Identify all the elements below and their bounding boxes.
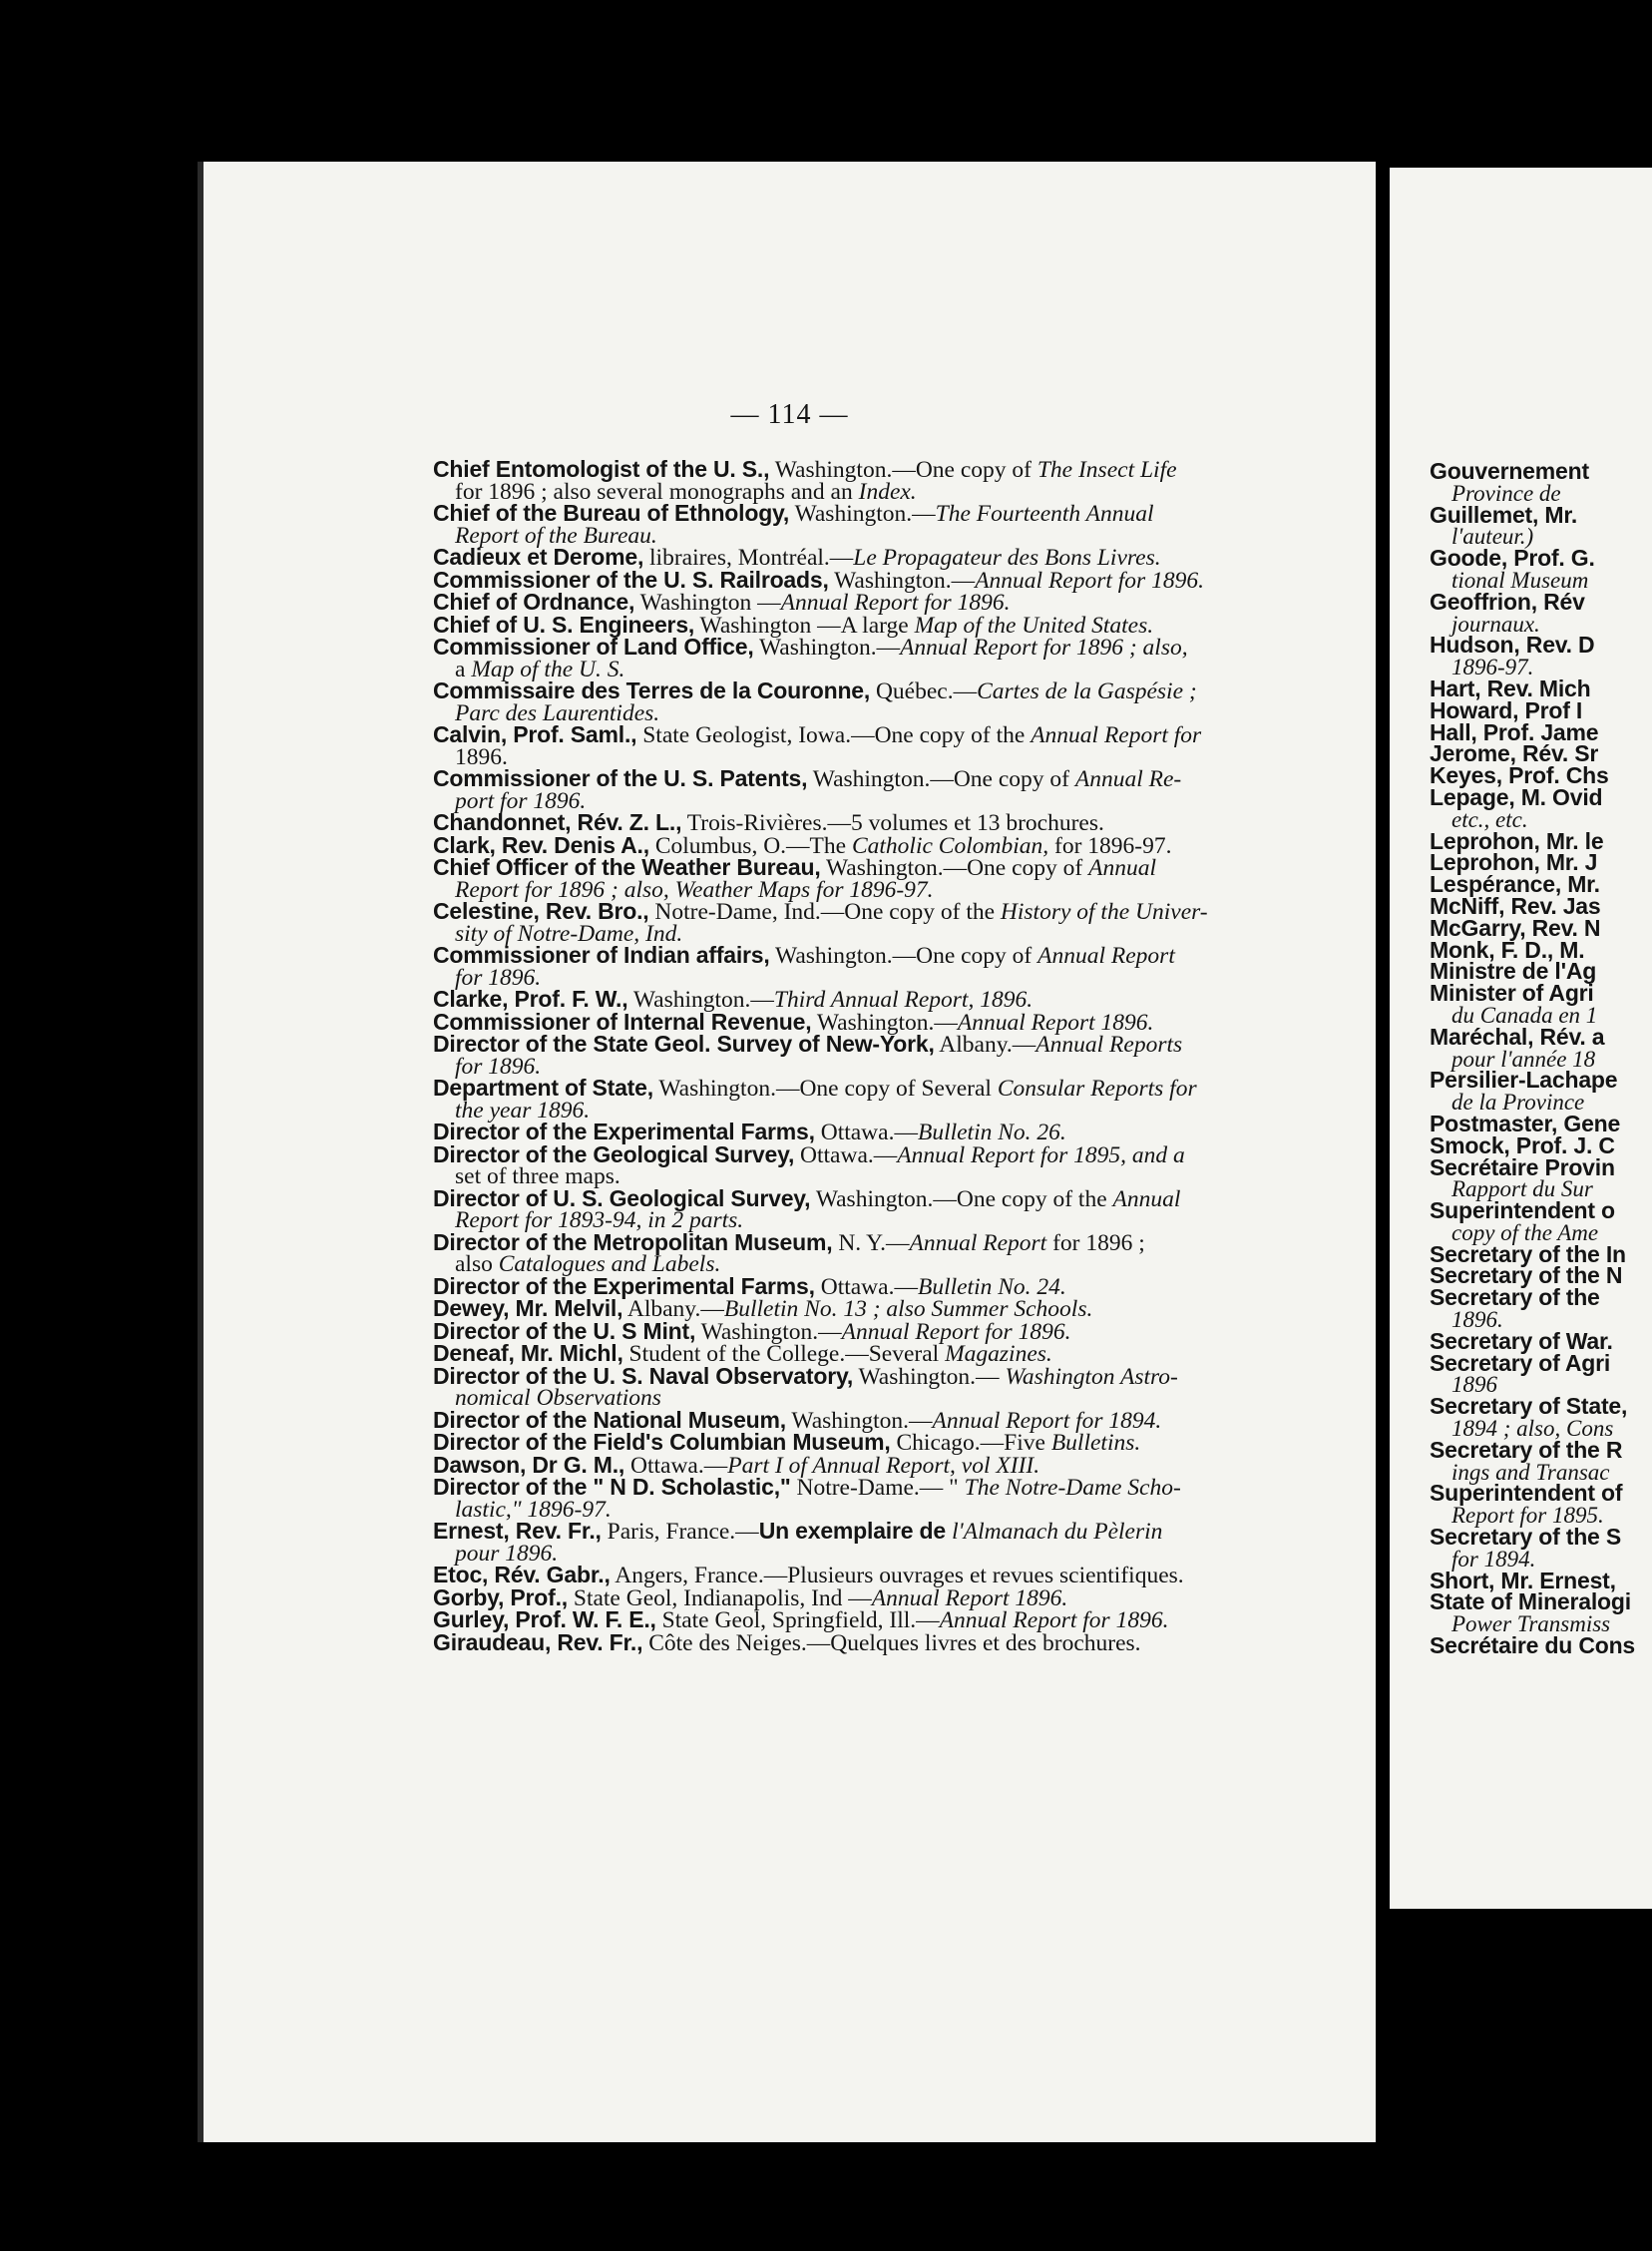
entry-title: Annual — [1112, 1185, 1181, 1212]
entry-text: Ottawa.— — [624, 1452, 728, 1479]
entry-text: Washington.— — [789, 501, 936, 527]
entry-name: Short, Mr. Ernest, — [1430, 1567, 1616, 1593]
entry-name: Ministre de l'Ag — [1430, 958, 1597, 985]
entry-name: McGarry, Rev. N — [1430, 914, 1601, 941]
entry-name: Secretary of the — [1430, 1284, 1600, 1311]
entry-name: Goode, Prof. G. — [1430, 545, 1595, 572]
entry-text: Washington.—One copy of — [769, 457, 1037, 483]
entry-name: Director of the Metropolitan Museum, — [433, 1228, 833, 1255]
entry-name: Clark, Rev. Denis A., — [433, 831, 649, 858]
list-item — [1430, 458, 1652, 506]
list-item — [433, 1562, 1522, 1588]
entry-continuation: Report for 1895. — [1451, 1503, 1604, 1529]
entry-title: Annual Report 1896. — [871, 1584, 1068, 1611]
list-item — [433, 942, 1522, 991]
entry-text: Côte des Neiges.—Quelques livres et des brochures. — [642, 1629, 1141, 1656]
page-number: — 114 — — [730, 399, 849, 430]
entry-text: State Geol, Springfield, Ill.— — [655, 1607, 940, 1633]
entry-text: Washington —A large — [694, 612, 915, 639]
entry-name: Secretary of the R — [1430, 1436, 1623, 1463]
list-item — [433, 1474, 1522, 1523]
entry-name: Commissaire des Terres de la Couronne, — [433, 677, 871, 703]
entry-title: Annual Report for — [1031, 722, 1202, 748]
entry-continuation: 1894 ; also, Cons — [1451, 1416, 1614, 1442]
entry-name: Guillemet, Mr. — [1430, 501, 1578, 528]
entry-name: Secretary of State, — [1430, 1393, 1628, 1420]
entry-continuation: Rapport du Sur — [1451, 1176, 1593, 1202]
list-item — [433, 456, 1522, 505]
entry-name: Keyes, Prof. Chs — [1430, 762, 1609, 789]
entry-name: McNiff, Rev. Jas — [1430, 892, 1601, 919]
entry-text: Washington.— — [828, 567, 976, 594]
list-item — [1430, 1349, 1652, 1398]
entry-title: Consular Reports for — [997, 1076, 1197, 1102]
entry-text: Notre-Dame, Ind.—One copy of the — [648, 899, 1001, 925]
entry-title: The Fourteenth Annual — [935, 501, 1154, 527]
entry-title: Bulletin No. 24. — [917, 1273, 1066, 1300]
entry-title: Annual Report for 1896. — [841, 1318, 1071, 1345]
entry-text: Washington.—One copy of Several — [652, 1076, 998, 1102]
entry-name: Chief of the Bureau of Ethnology, — [433, 500, 790, 526]
entry-name: Superintendent o — [1430, 1197, 1615, 1224]
entry-text: Washington.— — [785, 1407, 933, 1434]
entry-text: Albany.— — [934, 1032, 1036, 1058]
entry-name: Hart, Rev. Mich — [1430, 675, 1591, 701]
entry-text: Washington.— — [853, 1363, 1006, 1390]
entry-title: Le Propagateur des Bons Livres. — [853, 545, 1161, 571]
entry-name: Leprohon, Mr. le — [1430, 827, 1604, 854]
list-item — [1430, 1632, 1652, 1659]
list-item — [1430, 1067, 1652, 1116]
list-item — [1430, 501, 1652, 550]
entry-title: Annual Report for 1896 ; also, — [900, 635, 1188, 661]
list-item — [1430, 1284, 1652, 1333]
entry-text: Washington.— — [695, 1318, 842, 1345]
entry-name: Leprohon, Mr. J — [1430, 849, 1598, 876]
entry-continuation: Power Transmiss — [1451, 1611, 1611, 1637]
list-item — [1430, 632, 1652, 680]
list-item — [433, 765, 1522, 814]
entry-title: History of the Univer- — [1000, 899, 1208, 925]
entry-name: Dawson, Dr G. M., — [433, 1451, 625, 1478]
entry-bold-text: Un exemplaire de — [758, 1518, 953, 1544]
entry-title: Annual Report for 1896. — [939, 1607, 1169, 1633]
entry-name: Howard, Prof I — [1430, 696, 1583, 723]
entry-title: Map of the United States. — [914, 612, 1154, 639]
left-page — [198, 162, 1376, 2142]
entry-name: Commissioner of Land Office, — [433, 634, 754, 660]
list-item — [1430, 1197, 1652, 1245]
entry-text: Ottawa.— — [794, 1141, 898, 1168]
entry-title: Annual Report — [909, 1229, 1047, 1256]
list-item — [433, 1362, 1522, 1411]
entry-name: Chief of U. S. Engineers, — [433, 611, 695, 638]
entry-continuation-title: Catalogues and Labels. — [498, 1251, 721, 1277]
entry-text: N. Y.— — [832, 1229, 910, 1256]
entry-list — [433, 456, 1522, 1656]
entry-continuation-title: the year 1896. — [455, 1097, 591, 1124]
entry-continuation-title: Report for 1893-94, in 2 parts. — [455, 1207, 744, 1233]
entry-name: Director of the " N D. Scholastic," — [433, 1474, 791, 1500]
entry-text: Washington.—One copy of — [807, 766, 1075, 792]
entry-text: libraires, Montréal.— — [643, 545, 854, 571]
entry-title: Annual Report 1896. — [957, 1009, 1154, 1036]
entry-name: Hudson, Rev. D — [1430, 632, 1595, 659]
entry-continuation-text: also — [455, 1251, 499, 1277]
entry-continuation-title: port for 1896. — [455, 787, 587, 814]
entry-name: Persilier-Lachape — [1430, 1067, 1618, 1094]
entry-text: Chicago.—Five — [890, 1430, 1051, 1456]
list-item — [1430, 545, 1652, 593]
entry-name: Director of the Field's Columbian Museum, — [433, 1429, 891, 1455]
entry-name: Secretary of the N — [1430, 1262, 1623, 1289]
list-item — [1430, 1393, 1652, 1442]
entry-continuation: ings and Transac — [1451, 1459, 1610, 1485]
entry-text: Student of the College.—Several — [622, 1341, 946, 1367]
entry-continuation: copy of the Ame — [1451, 1219, 1599, 1245]
list-item — [1430, 1153, 1652, 1202]
entry-continuation-text: set of three maps. — [455, 1163, 620, 1189]
entry-continuation-title: for 1896. — [455, 964, 542, 991]
entry-continuation: pour l'année 18 — [1451, 1046, 1596, 1072]
entry-text: Notre-Dame.— " — [790, 1475, 965, 1501]
entry-name: Secretary of the S — [1430, 1524, 1621, 1551]
entry-name: Lespérance, Mr. — [1430, 871, 1600, 898]
entry-continuation-title: lastic," 1896-97. — [455, 1496, 612, 1523]
entry-name: Etoc, Rév. Gabr., — [433, 1562, 611, 1587]
entry-name: Monk, F. D., M. — [1430, 936, 1585, 963]
entry-name: Secretary of the In — [1430, 1240, 1626, 1267]
list-item — [1430, 1588, 1652, 1637]
entry-name: Celestine, Rev. Bro., — [433, 898, 649, 924]
entry-title: Part I of Annual Report, vol XIII. — [727, 1452, 1040, 1479]
entry-title: The Notre-Dame Scho- — [964, 1475, 1181, 1501]
entry-name: Commissioner of Internal Revenue, — [433, 1008, 812, 1035]
entry-text-after: for 1896-97. — [1048, 832, 1172, 859]
entry-name: Jerome, Rév. Sr — [1430, 740, 1599, 767]
list-item — [433, 1031, 1522, 1080]
entry-text: Washington.—One copy of — [769, 943, 1038, 969]
entry-name: Commissioner of the U. S. Patents, — [433, 765, 808, 791]
entry-title: Cartes de la Gaspésie ; — [977, 678, 1197, 704]
list-item — [433, 1140, 1522, 1189]
entry-name: Director of the National Museum, — [433, 1406, 786, 1433]
entry-name: Calvin, Prof. Saml., — [433, 721, 637, 747]
entry-name: Ernest, Rev. Fr., — [433, 1518, 602, 1544]
entry-text: Washington.— — [753, 635, 901, 661]
entry-continuation-title: Report of the Bureau. — [455, 522, 657, 549]
entry-continuation: du Canada en 1 — [1451, 1002, 1598, 1028]
entry-title: Annual Report for 1894. — [932, 1407, 1162, 1434]
entry-name: Director of U. S. Geological Survey, — [433, 1184, 811, 1211]
list-item — [433, 500, 1522, 549]
entry-name: Director of the Geological Survey, — [433, 1140, 795, 1167]
entry-title: Annual Report for 1896. — [975, 567, 1204, 594]
entry-name: Secretary of Agri — [1430, 1349, 1611, 1376]
entry-title: Bulletin No. 26. — [917, 1120, 1066, 1145]
right-entry-list — [1430, 458, 1652, 1659]
entry-name: State of Mineralogi — [1430, 1588, 1631, 1615]
entry-continuation-title: sity of Notre-Dame, Ind. — [455, 920, 683, 947]
entry-text: Washington.— — [811, 1009, 958, 1036]
entry-name: Director of the Experimental Farms, — [433, 1119, 815, 1144]
entry-text: Ottawa.— — [814, 1120, 918, 1145]
list-item — [1430, 1524, 1652, 1572]
entry-continuation: Province de — [1451, 480, 1561, 506]
entry-text: State Geol, Indianapolis, Ind — — [568, 1584, 872, 1611]
entry-title: l'Almanach du Pèlerin — [952, 1519, 1163, 1545]
entry-title: Catholic Colombian, — [851, 832, 1049, 859]
list-item — [1430, 783, 1652, 832]
entry-continuation-title: for 1896. — [455, 1053, 542, 1080]
entry-text: Washington.— — [627, 987, 774, 1013]
entry-continuation: 1896 — [1451, 1372, 1497, 1398]
entry-title: Annual Re- — [1074, 766, 1182, 792]
entry-text: Trois-Rivières.—5 volumes et 13 brochures. — [681, 810, 1104, 836]
entry-text: Angers, France.—Plusieurs ouvrages et revues scientifiques. — [610, 1563, 1184, 1588]
entry-text: Ottawa.— — [814, 1273, 918, 1300]
entry-name: Geoffrion, Rév — [1430, 588, 1585, 615]
entry-name: Director of the U. S. Naval Observatory, — [433, 1362, 854, 1389]
entry-continuation-title: nomical Observations — [455, 1385, 661, 1411]
entry-text: Albany.— — [622, 1296, 724, 1322]
entry-name: Postmaster, Gene — [1430, 1110, 1621, 1136]
entry-continuation-title: Parc des Laurentides. — [455, 699, 660, 726]
entry-name: Director of the State Geol. Survey of New-York, — [433, 1031, 935, 1057]
entry-continuation: tional Museum — [1451, 567, 1589, 593]
entry-continuation-text: 1896. — [455, 743, 508, 770]
entry-text: Washington — — [634, 590, 781, 616]
entry-name: Superintendent of — [1430, 1480, 1623, 1507]
entry-name: Gorby, Prof., — [433, 1583, 568, 1610]
entry-name: Department of State, — [433, 1075, 653, 1101]
entry-text: Paris, France.— — [601, 1519, 759, 1545]
entry-name: Cadieux et Derome, — [433, 544, 644, 570]
entry-name: Director of the U. S Mint, — [433, 1317, 696, 1344]
entry-title: Annual Report — [1037, 943, 1175, 969]
entry-continuation: 1896. — [1451, 1307, 1503, 1333]
entry-title: Washington Astro- — [1005, 1363, 1178, 1390]
entry-name: Deneaf, Mr. Michl, — [433, 1340, 623, 1366]
entry-continuation-title: Report for 1896 ; also, Weather Maps for 1896-97. — [455, 876, 934, 903]
entry-text: Québec.— — [870, 678, 978, 704]
right-page — [1390, 168, 1652, 1909]
entry-text-after: for 1896 ; — [1046, 1229, 1145, 1256]
entry-name: Smock, Prof. J. C — [1430, 1131, 1615, 1158]
list-item — [433, 1228, 1522, 1277]
entry-name: Chandonnet, Rév. Z. L., — [433, 809, 682, 835]
entry-continuation-text: for 1896 ; also several monographs and an — [455, 478, 859, 505]
list-item — [433, 854, 1522, 903]
entry-title: Annual Report for 1895, and a — [897, 1141, 1185, 1168]
entry-name: Secrétaire du Cons — [1430, 1632, 1636, 1659]
entry-title: The Insect Life — [1036, 457, 1177, 483]
entry-title: Annual Report for 1896. — [780, 590, 1011, 616]
entry-title: Bulletin No. 13 ; also Summer Schools. — [723, 1296, 1093, 1322]
list-item — [433, 898, 1522, 947]
entry-text: State Geologist, Iowa.—One copy of the — [636, 722, 1032, 748]
entry-name: Chief of Ordnance, — [433, 589, 635, 615]
list-item — [1430, 1480, 1652, 1529]
entry-name: Chief Officer of the Weather Bureau, — [433, 854, 821, 880]
entry-title: Annual — [1088, 855, 1156, 881]
list-item — [433, 1628, 1522, 1656]
entry-name: Minister of Agri — [1430, 980, 1594, 1007]
list-item — [433, 721, 1522, 770]
entry-name: Hall, Prof. Jame — [1430, 718, 1599, 745]
entry-title: Third Annual Report, 1896. — [773, 987, 1033, 1013]
entry-continuation: journaux. — [1451, 611, 1540, 637]
list-item — [1430, 1436, 1652, 1485]
entry-name: Commissioner of the U. S. Railroads, — [433, 566, 829, 593]
entry-continuation-text: a — [455, 656, 472, 682]
entry-name: Gouvernement — [1430, 458, 1589, 484]
entry-title: Bulletins. — [1050, 1430, 1141, 1456]
entry-continuation-title: Map of the U. S. — [471, 656, 625, 682]
entry-text: Washington.—One copy of — [820, 855, 1089, 881]
entry-continuation-title: pour 1896. — [455, 1540, 559, 1567]
entry-name: Secretary of War. — [1430, 1327, 1613, 1354]
entry-name: Secrétaire Provin — [1430, 1153, 1615, 1180]
entry-name: Clarke, Prof. F. W., — [433, 986, 628, 1012]
entry-text: Columbus, O.—The — [648, 832, 852, 859]
entry-text: Washington.—One copy of the — [810, 1185, 1113, 1212]
list-item — [1430, 980, 1652, 1028]
entry-name: Maréchal, Rév. a — [1430, 1023, 1605, 1050]
list-item — [433, 1518, 1522, 1567]
list-item — [433, 1075, 1522, 1124]
entry-name: Chief Entomologist of the U. S., — [433, 456, 770, 482]
entry-continuation: etc., etc. — [1451, 806, 1528, 832]
entry-continuation: for 1894. — [1451, 1546, 1536, 1572]
entry-name: Lepage, M. Ovid — [1430, 783, 1603, 810]
list-item — [1430, 1023, 1652, 1072]
entry-name: Dewey, Mr. Melvil, — [433, 1295, 623, 1321]
entry-name: Director of the Experimental Farms, — [433, 1272, 815, 1299]
list-item — [1430, 588, 1652, 637]
entry-continuation: l'auteur.) — [1451, 524, 1534, 550]
list-item — [433, 1184, 1522, 1233]
entry-title: Annual Reports — [1035, 1032, 1183, 1058]
entry-name: Giraudeau, Rev. Fr., — [433, 1628, 643, 1655]
entry-continuation-title: Index. — [858, 478, 917, 505]
entry-name: Commissioner of Indian affairs, — [433, 942, 770, 968]
entry-continuation: 1896-97. — [1451, 655, 1534, 680]
entry-name: Gurley, Prof. W. F. E., — [433, 1606, 656, 1632]
entry-continuation: de la Province — [1451, 1090, 1585, 1116]
entry-title: Magazines. — [945, 1341, 1052, 1367]
